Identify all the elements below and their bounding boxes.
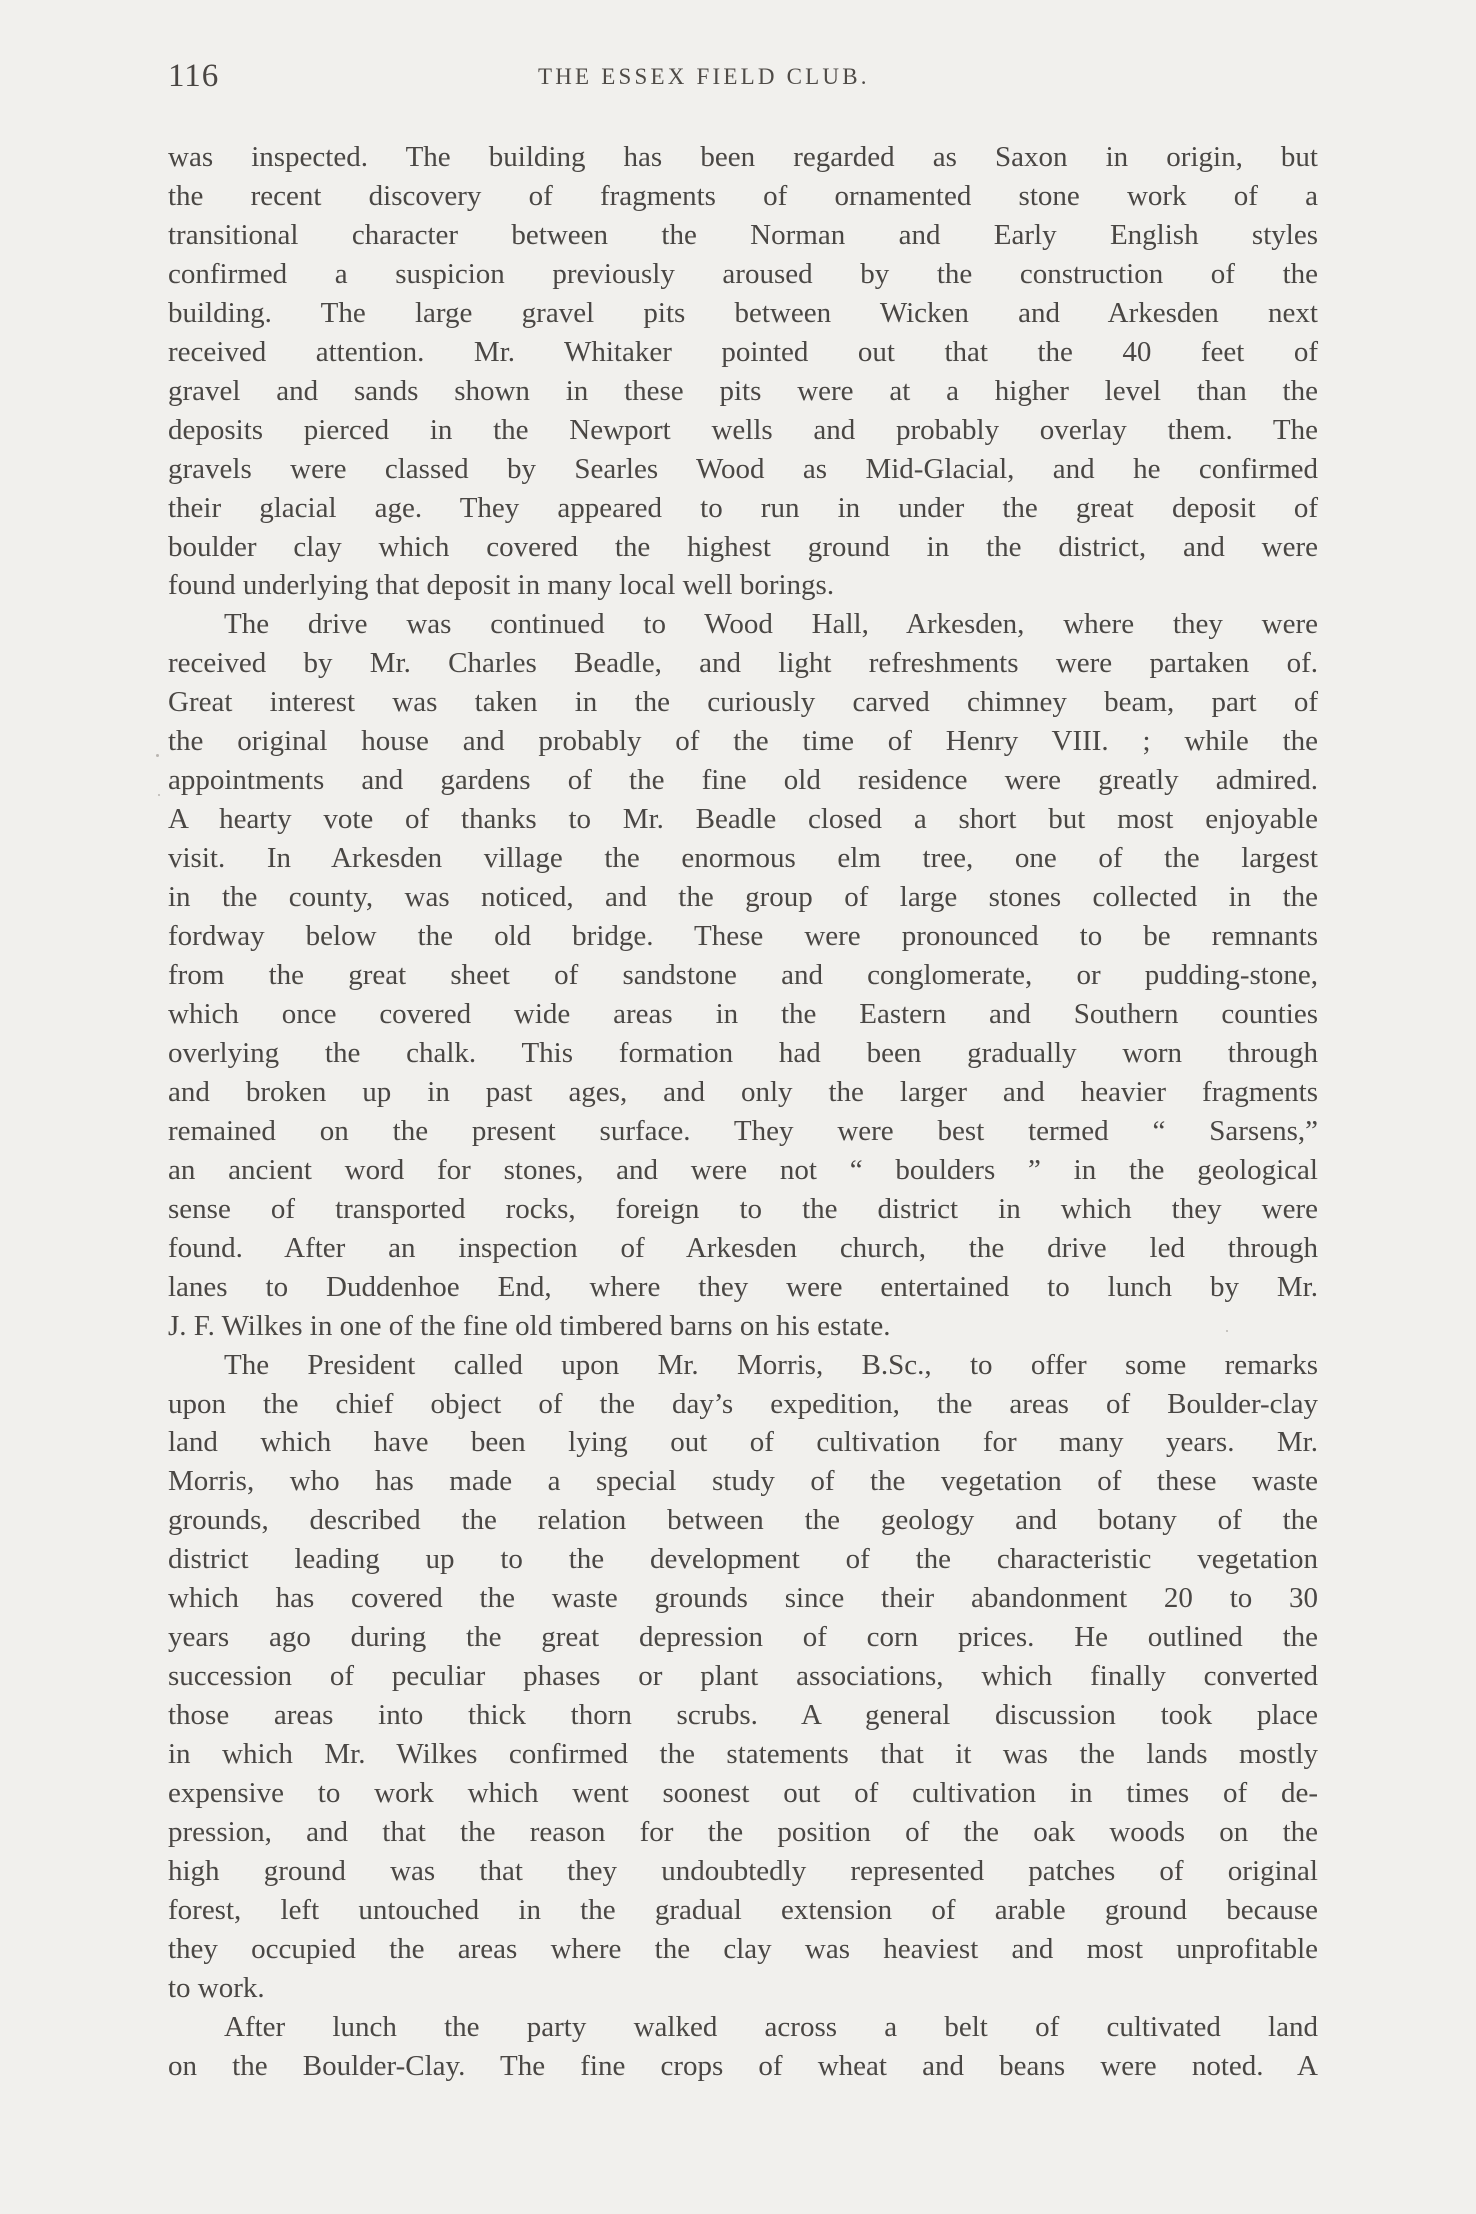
text-line: appointments and gardens of the fine old residence were greatly admired.: [168, 764, 1318, 797]
text-line: lanes to Duddenhoe End, where they were entertained to lunch by Mr.: [168, 1270, 1318, 1303]
text-line: an ancient word for stones, and were not “ boulders ” in the geological: [168, 1153, 1318, 1186]
text-line: gravel and sands shown in these pits were at a higher level than the: [168, 374, 1318, 407]
text-line: upon the chief object of the day’s expedition, the areas of Boulder-clay: [168, 1387, 1318, 1420]
body-text: [168, 138, 1318, 2086]
text-line: and broken up in past ages, and only the larger and heavier fragments: [168, 1075, 1318, 1108]
text-line: received attention. Mr. Whitaker pointed out that the 40 feet of: [168, 335, 1318, 368]
paragraph-3: [168, 1346, 1318, 2008]
text-line: they occupied the areas where the clay was heaviest and most unprofitable: [168, 1932, 1318, 1965]
text-line: on the Boulder-Clay. The fine crops of wheat and beans were noted. A: [168, 2049, 1318, 2082]
text-line: J. F. Wilkes in one of the fine old timbered barns on his estate.: [168, 1309, 891, 1342]
ink-speck: [1226, 1330, 1228, 1332]
text-line: in which Mr. Wilkes confirmed the statements that it was the lands mostly: [168, 1738, 1318, 1771]
text-line: expensive to work which went soonest out of cultivation in times of de-: [168, 1777, 1318, 1810]
text-line: remained on the present surface. They were best termed “ Sarsens,”: [168, 1114, 1318, 1147]
text-line: gravels were classed by Searles Wood as Mid-Glacial, and he confirmed: [168, 452, 1318, 485]
text-line: from the great sheet of sandstone and conglomerate, or pudding-stone,: [168, 959, 1318, 992]
page-number: 116: [168, 58, 220, 94]
text-line: which has covered the waste grounds since their abandonment 20 to 30: [168, 1582, 1318, 1615]
text-line: The President called upon Mr. Morris, B.Sc., to offer some remarks: [224, 1348, 1318, 1381]
text-line: high ground was that they undoubtedly represented patches of original: [168, 1854, 1318, 1887]
text-line: visit. In Arkesden village the enormous elm tree, one of the largest: [168, 842, 1318, 875]
text-line: was inspected. The building has been regarded as Saxon in origin, but: [168, 141, 1318, 173]
paragraph-2: [168, 605, 1318, 1345]
text-line: succession of peculiar phases or plant associations, which finally converted: [168, 1660, 1318, 1693]
text-line: the recent discovery of fragments of ornamented stone work of a: [168, 179, 1318, 212]
text-line: their glacial age. They appeared to run in under the great deposit of: [168, 491, 1318, 524]
ink-speck: [156, 754, 159, 757]
text-line: grounds, described the relation between the geology and botany of the: [168, 1504, 1318, 1537]
text-line: sense of transported rocks, foreign to the district in which they were: [168, 1192, 1318, 1225]
text-line: confirmed a suspicion previously aroused by the construction of the: [168, 257, 1318, 290]
journal-title: THE ESSEX FIELD CLUB.: [538, 64, 870, 89]
text-line: those areas into thick thorn scrubs. A general discussion took place: [168, 1699, 1318, 1732]
paragraph-1: [168, 138, 1318, 605]
text-line: After lunch the party walked across a belt of cultivated land: [224, 2010, 1318, 2043]
text-line: received by Mr. Charles Beadle, and light refreshments were partaken of.: [168, 647, 1318, 680]
text-line: found underlying that deposit in many local well borings.: [168, 569, 835, 602]
text-line: pression, and that the reason for the position of the oak woods on the: [168, 1815, 1318, 1848]
text-line: Morris, who has made a special study of the vegetation of these waste: [168, 1465, 1318, 1498]
text-line: to work.: [168, 1971, 265, 2004]
text-line: forest, left untouched in the gradual extension of arable ground because: [168, 1893, 1318, 1926]
text-line: the original house and probably of the time of Henry VIII. ; while the: [168, 725, 1318, 758]
text-line: Great interest was taken in the curiously carved chimney beam, part of: [168, 686, 1318, 719]
text-line: transitional character between the Norman and Early English styles: [168, 218, 1318, 251]
text-line: building. The large gravel pits between Wicken and Arkesden next: [168, 296, 1318, 329]
text-line: A hearty vote of thanks to Mr. Beadle closed a short but most enjoyable: [168, 803, 1318, 836]
paragraph-4: [168, 2008, 1318, 2086]
text-line: deposits pierced in the Newport wells and probably overlay them. The: [168, 413, 1318, 446]
text-line: years ago during the great depression of corn prices. He outlined the: [168, 1621, 1318, 1654]
text-line: found. After an inspection of Arkesden church, the drive led through: [168, 1231, 1318, 1264]
text-line: which once covered wide areas in the Eastern and Southern counties: [168, 997, 1318, 1030]
running-head: [168, 58, 1318, 104]
text-line: fordway below the old bridge. These were pronounced to be remnants: [168, 920, 1318, 953]
text-line: boulder clay which covered the highest ground in the district, and were: [168, 530, 1318, 563]
text-line: land which have been lying out of cultivation for many years. Mr.: [168, 1426, 1318, 1459]
text-line: overlying the chalk. This formation had been gradually worn through: [168, 1036, 1318, 1069]
text-line: The drive was continued to Wood Hall, Arkesden, where they were: [224, 608, 1318, 641]
text-line: district leading up to the development of the characteristic vegetation: [168, 1543, 1318, 1576]
text-line: in the county, was noticed, and the group of large stones collected in the: [168, 881, 1318, 914]
ink-speck: [158, 794, 160, 796]
